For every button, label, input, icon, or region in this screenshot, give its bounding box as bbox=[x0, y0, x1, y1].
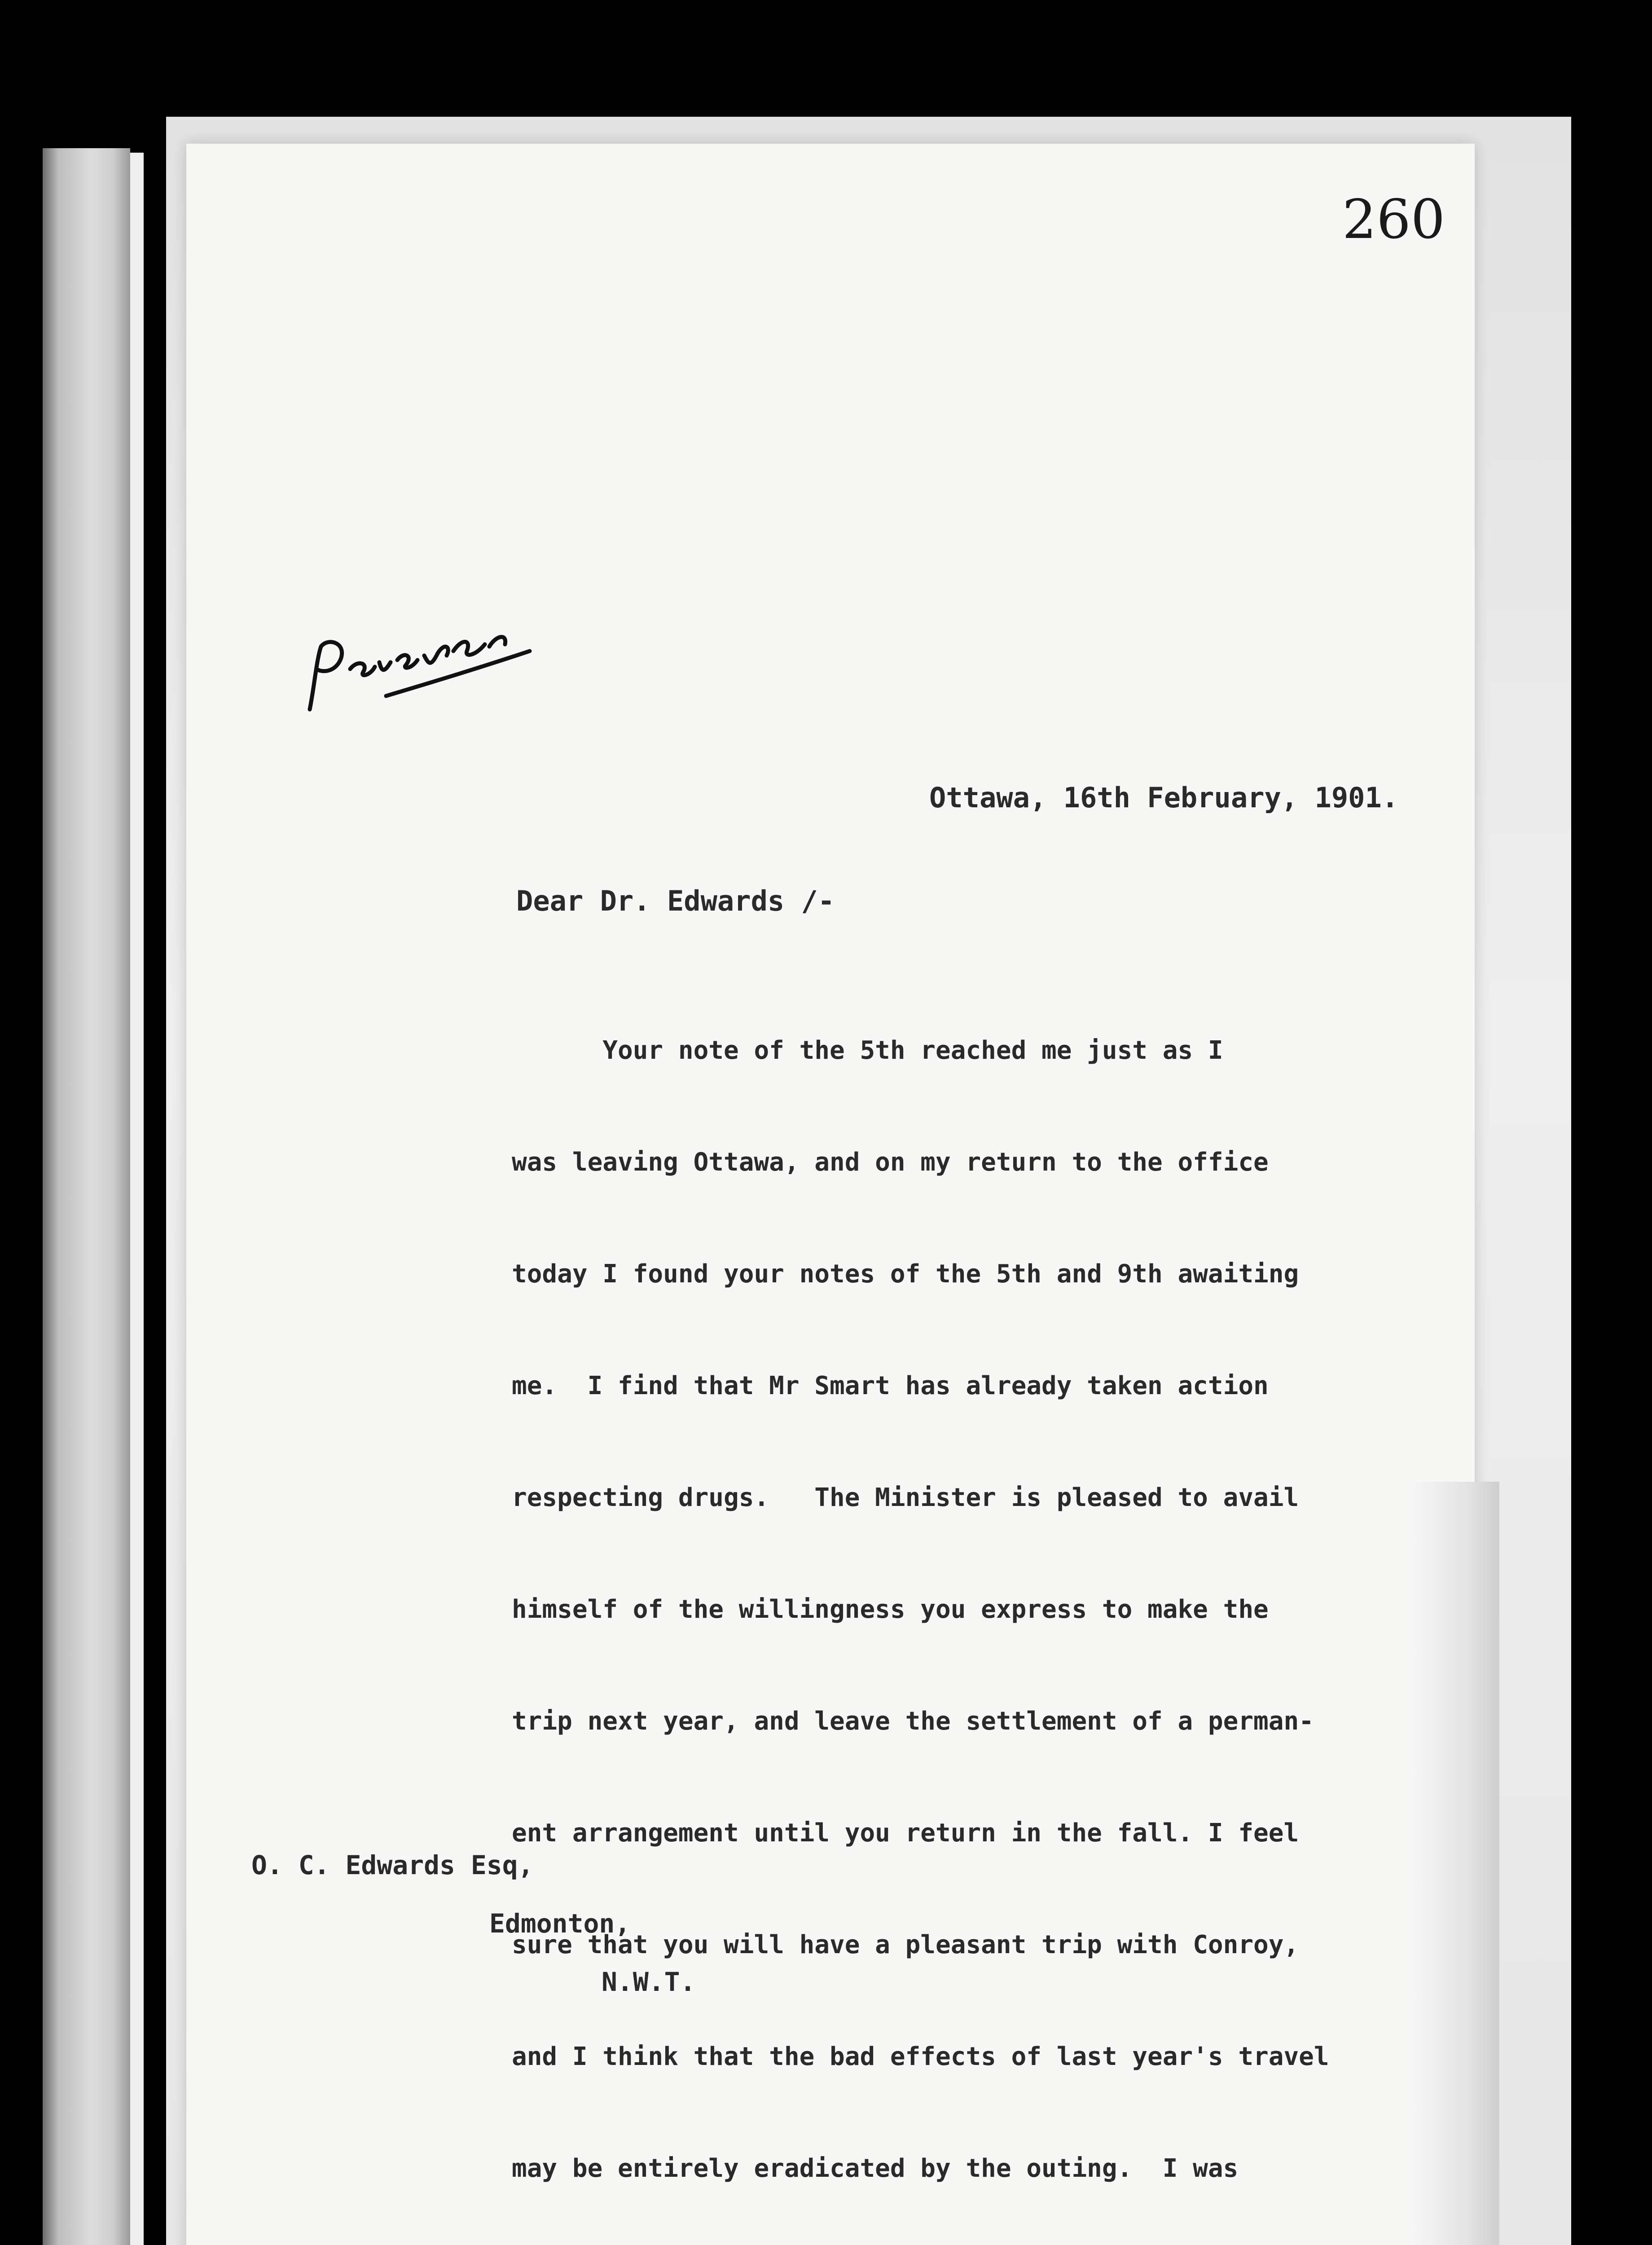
body-line: and I think that the bad effects of last year's travel bbox=[512, 2042, 1329, 2071]
letter-salutation: Dear Dr. Edwards /- bbox=[516, 885, 835, 917]
body-line: trip next year, and leave the settlement of a perman- bbox=[512, 1707, 1314, 1736]
handwritten-annotation bbox=[296, 620, 548, 727]
body-line: was leaving Ottawa, and on my return to the office bbox=[512, 1148, 1269, 1177]
body-line: today I found your notes of the 5th and 9th awaiting bbox=[512, 1259, 1299, 1289]
address-name: O. C. Edwards Esq, bbox=[251, 1850, 534, 1880]
body-line: himself of the willingness you express to make the bbox=[512, 1595, 1269, 1624]
binding-strip bbox=[43, 148, 130, 2245]
binding-edge bbox=[130, 153, 144, 2245]
letter-dateline: Ottawa, 16th February, 1901. bbox=[929, 781, 1399, 814]
body-line: may be entirely eradicated by the outing. I was bbox=[512, 2154, 1239, 2183]
body-line: sure that you will have a pleasant trip with Conroy, bbox=[512, 1930, 1299, 1959]
address-city: Edmonton, bbox=[489, 1908, 631, 1939]
letter-body bbox=[512, 965, 1329, 2245]
body-line: me. I find that Mr Smart has already taken action bbox=[512, 1371, 1269, 1400]
body-line: respecting drugs. The Minister is pleased to avail bbox=[512, 1483, 1299, 1512]
body-line: ent arrangement until you return in the fall. I feel bbox=[512, 1818, 1299, 1848]
page-number: 260 bbox=[1342, 189, 1446, 251]
sheet-curl bbox=[1414, 1482, 1499, 2245]
address-territory: N.W.T. bbox=[602, 1967, 696, 1997]
body-line: Your note of the 5th reached me just as I bbox=[512, 1036, 1223, 1065]
